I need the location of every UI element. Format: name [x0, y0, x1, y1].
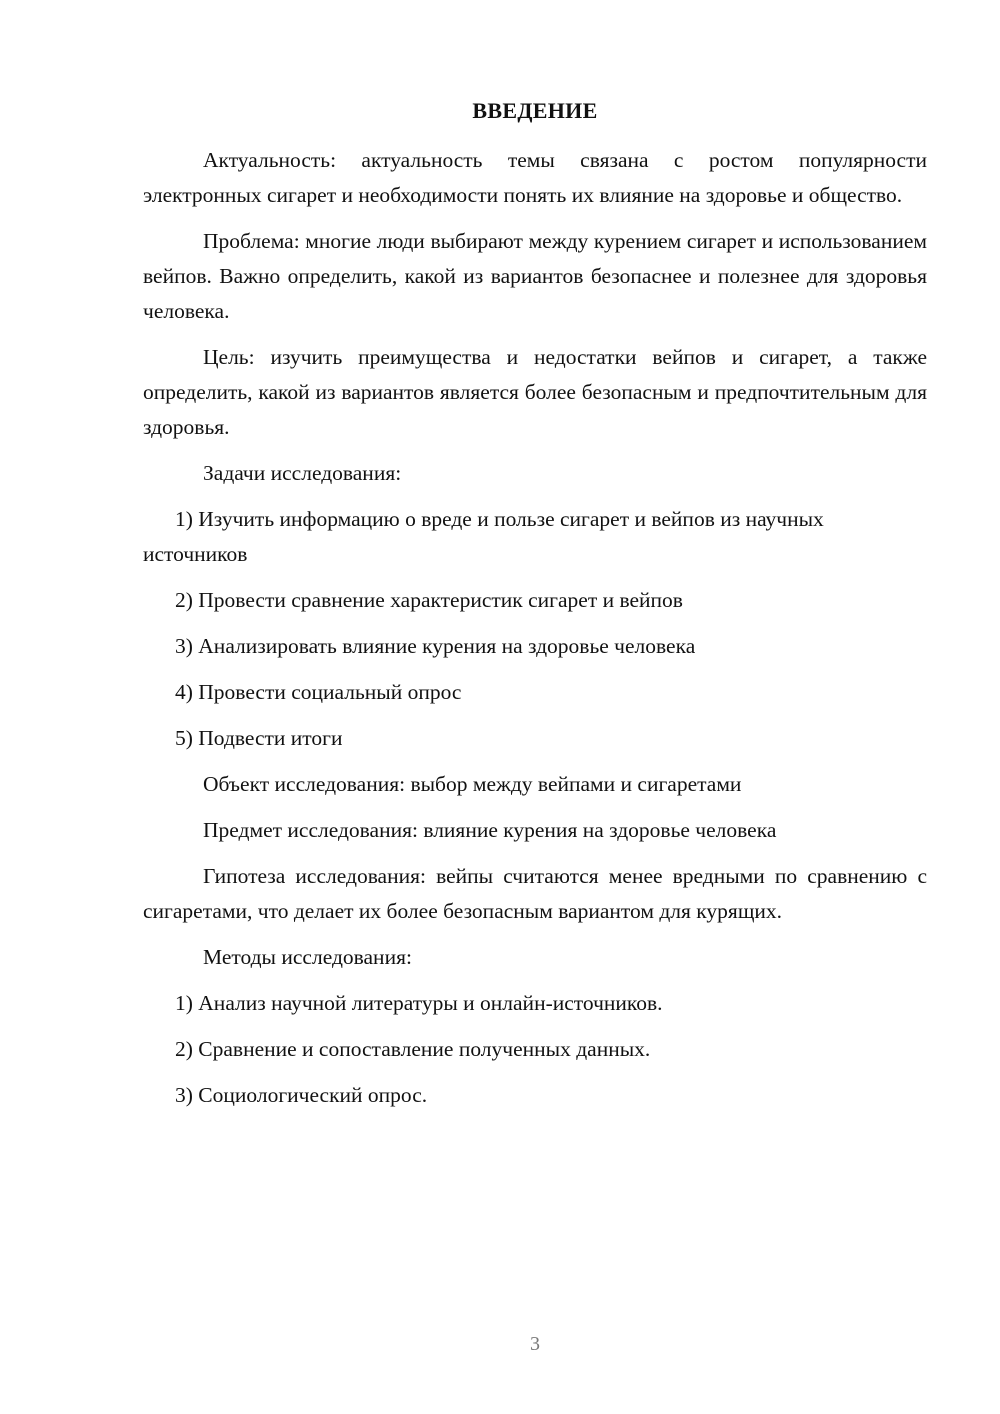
page-title: ВВЕДЕНИЕ: [472, 98, 598, 123]
method-item-2: 2) Сравнение и сопоставление полученных данных.: [175, 1037, 651, 1061]
methods-title: Методы исследования:: [203, 945, 412, 969]
task-item-3: 3) Анализировать влияние курения на здоровье человека: [175, 634, 696, 658]
task-item-5: 5) Подвести итоги: [175, 726, 343, 750]
goal-paragraph: Цель: изучить преимущества и недостатки вейпов и сигарет, а также определить, какой из вариантов является более безопасным и предпочтительным для здоровья.: [143, 345, 927, 439]
subject-paragraph: Предмет исследования: влияние курения на здоровье человека: [203, 818, 777, 842]
method-item-3: 3) Социологический опрос.: [175, 1083, 428, 1107]
task-item-4: 4) Провести социальный опрос: [175, 680, 462, 704]
task-item-1: 1) Изучить информацию о вреде и пользе сигарет и вейпов из научных источников: [143, 507, 824, 566]
object-paragraph: Объект исследования: выбор между вейпами и сигаретами: [203, 772, 742, 796]
hypothesis-paragraph: Гипотеза исследования: вейпы считаются менее вредными по сравнению с сигаретами, что делает их более безопасным вариантом для курящих.: [143, 864, 927, 923]
task-item-2: 2) Провести сравнение характеристик сигарет и вейпов: [175, 588, 683, 612]
method-item-1: 1) Анализ научной литературы и онлайн-источников.: [175, 991, 663, 1015]
tasks-title: Задачи исследования:: [203, 461, 402, 485]
document-body: [143, 143, 927, 1113]
page-number: 3: [530, 1333, 540, 1355]
relevance-paragraph: Актуальность: актуальность темы связана с ростом популярности электронных сигарет и необходимости понять их влияние на здоровье и общество.: [143, 148, 927, 207]
problem-paragraph: Проблема: многие люди выбирают между курением сигарет и использованием вейпов. Важно определить, какой из вариантов безопаснее и полезнее для здоровья человека.: [143, 229, 927, 323]
